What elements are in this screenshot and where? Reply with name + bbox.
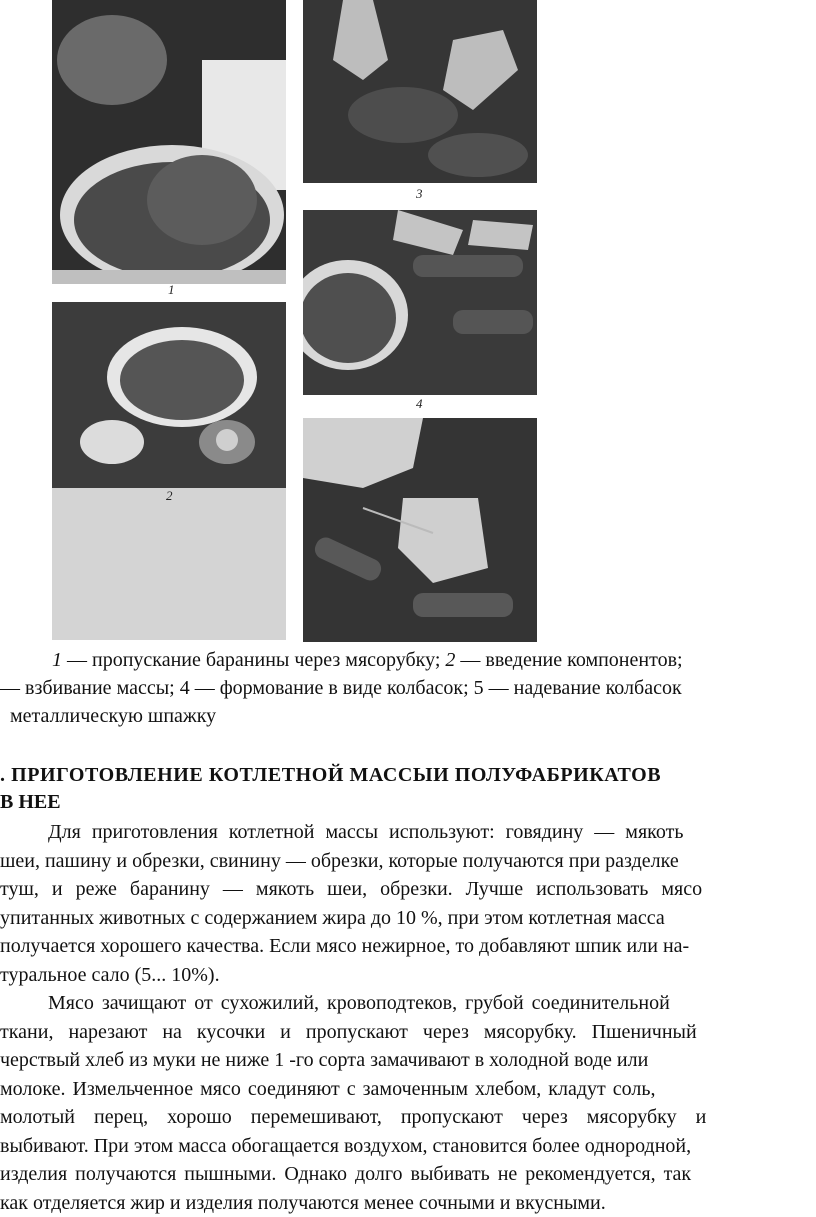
figure-label-2: 2	[166, 488, 173, 504]
caption-line-2: — взбивание массы; 4 — формование в виде колбасок; 5 — надевание колбасок	[0, 674, 816, 702]
body-text	[0, 818, 816, 1217]
paragraph-1-line-6: туральное сало (5... 10%).	[0, 961, 816, 990]
adding-ingredients-image	[52, 302, 286, 488]
caption-line-3: металлическую шпажку	[0, 702, 816, 730]
figure-label-4: 4	[416, 396, 423, 412]
paragraph-2-line-4: молоке. Измельченное мясо соединяют с замоченным хлебом, кладут соль,	[0, 1075, 816, 1104]
figure-label-1: 1	[168, 282, 175, 298]
paragraph-2-line-6: выбивают. При этом масса обогащается воздухом, становится более однородной,	[0, 1132, 816, 1161]
figure-photo-1	[52, 0, 286, 284]
section-heading	[0, 762, 816, 816]
caption-text-2: — введение компонентов;	[455, 649, 682, 671]
figure-photo-2-bg	[52, 488, 286, 640]
paragraph-1-line-4: упитанных животных с содержанием жира до 10 %, при этом котлетная масса	[0, 904, 816, 933]
caption-text-1: — пропускание баранины через мясорубку;	[62, 649, 445, 671]
heading-line-1	[0, 762, 812, 789]
figure-photo-4	[303, 210, 537, 395]
paragraph-2-line-8: как отделяется жир и изделия получаются менее сочными и вкусными.	[0, 1189, 816, 1217]
paragraph-2-line-2: ткани, нарезают на кусочки и пропускают через мясорубку. Пшеничный	[0, 1018, 816, 1047]
mincing-lamb-image	[52, 0, 286, 284]
heading-line-2: В НЕЕ	[0, 789, 816, 816]
caption-num-2: 2	[445, 649, 455, 671]
forming-sausages-image	[303, 210, 537, 395]
caption-line-1	[0, 646, 816, 674]
figure-photo-3	[303, 0, 537, 183]
figure-photo-5	[303, 418, 537, 642]
paragraph-1-line-3: туш, и реже баранину — мякоть шеи, обрезки. Лучше использовать мясо	[0, 875, 816, 904]
paragraph-1-line-1: Для приготовления котлетной массы используют: говядину — мякоть	[0, 818, 816, 847]
paragraph-2-line-5: молотый перец, хорошо перемешивают, пропускают через мясорубку и	[0, 1103, 816, 1132]
paragraph-1-line-2: шеи, пашину и обрезки, свинину — обрезки, которые получаются при разделке	[0, 847, 816, 876]
paragraph-2-line-1: Мясо зачищают от сухожилий, кровоподтеков, грубой соединительной	[0, 989, 816, 1018]
paragraph-2-line-7: изделия получаются пышными. Однако долго выбивать не рекомендуется, так	[0, 1160, 816, 1189]
caption-num-1: 1	[52, 649, 62, 671]
paragraph-1-line-5: получается хорошего качества. Если мясо нежирное, то добавляют шпик или на-	[0, 932, 816, 961]
paragraph-2-line-3: черствый хлеб из муки не ниже 1 -го сорта замачивают в холодной воде или	[0, 1046, 816, 1075]
heading-text-1: . ПРИГОТОВЛЕНИЕ КОТЛЕТНОЙ МАССЫИ ПОЛУФАБРИКАТОВ	[0, 762, 661, 789]
figure-caption	[0, 646, 816, 730]
skewering-image	[303, 418, 537, 642]
figure-label-3: 3	[416, 186, 423, 202]
figure-photo-2	[52, 302, 286, 488]
whipping-mass-image	[303, 0, 537, 183]
